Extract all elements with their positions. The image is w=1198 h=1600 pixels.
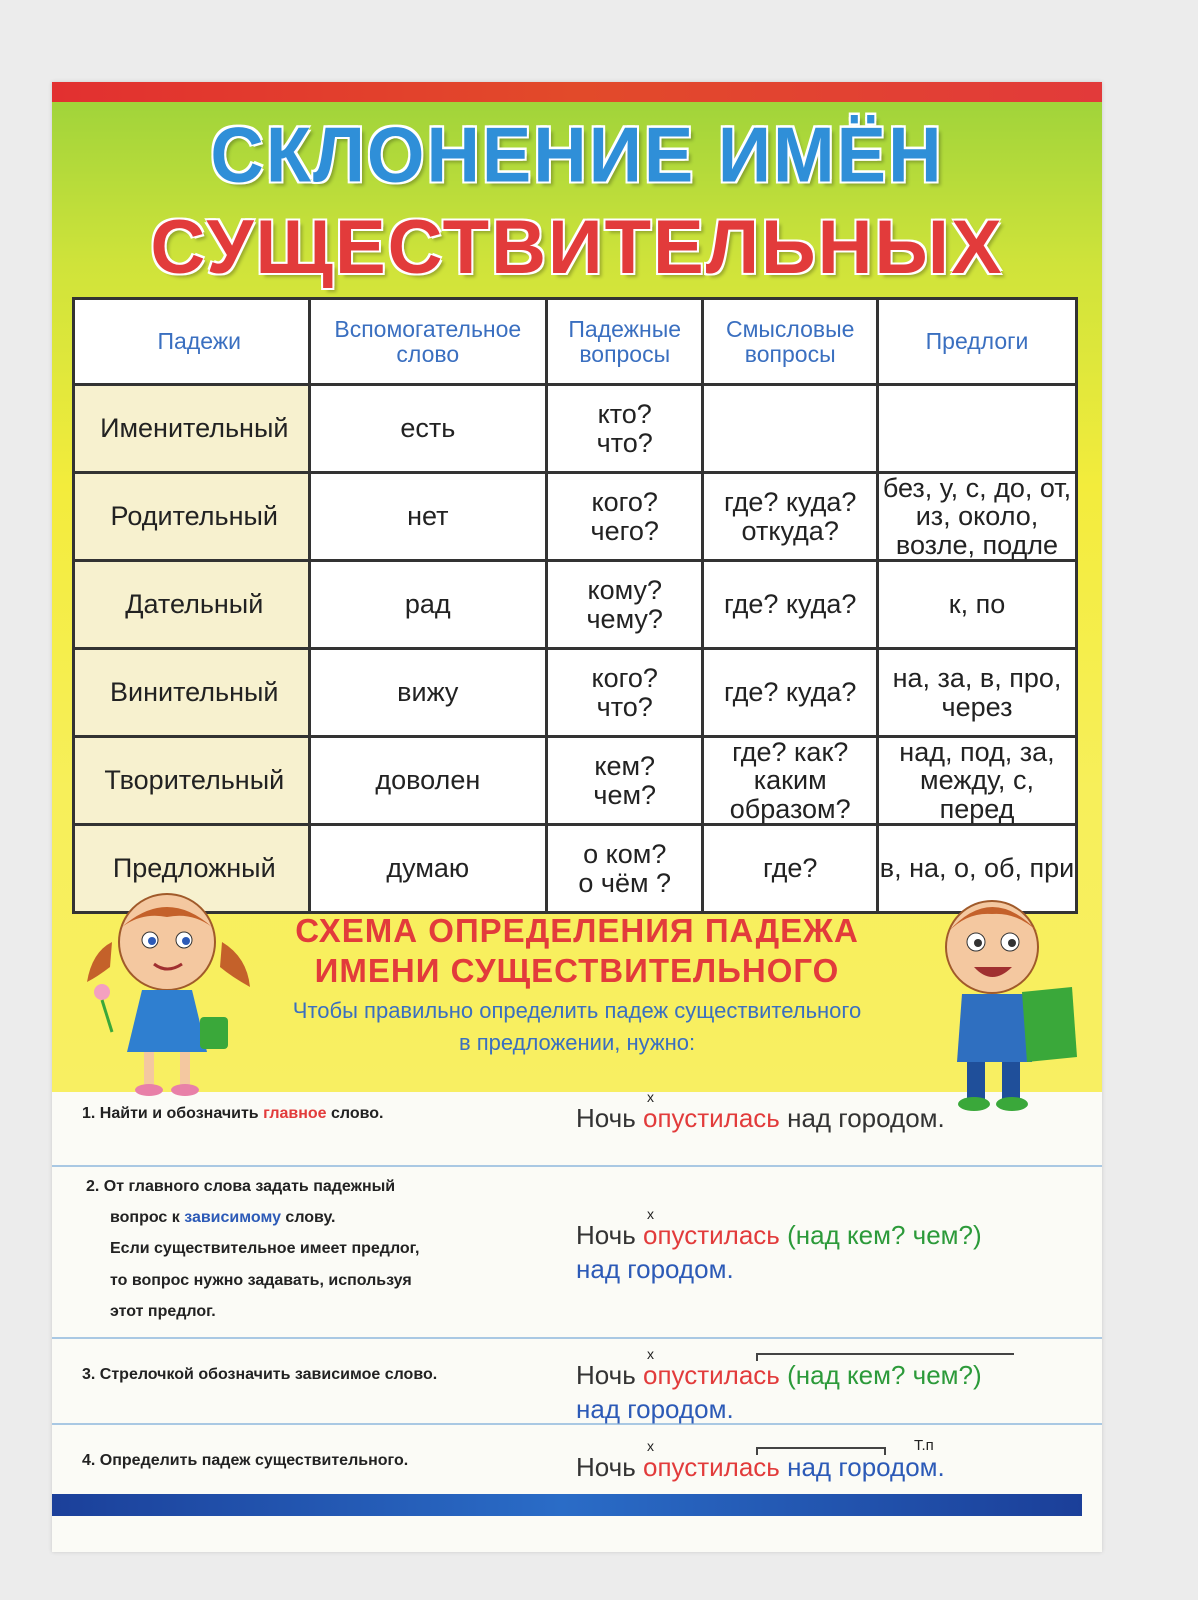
top-red-stripe: [52, 82, 1102, 102]
header-prepositions: Предлоги: [878, 299, 1077, 385]
case-name: Творительный: [74, 737, 310, 825]
meaning-questions: где?: [703, 825, 878, 913]
step-2-part-a: вопрос к: [110, 1209, 185, 1227]
step-1-keyword: главное: [263, 1105, 327, 1122]
helper-word: думаю: [309, 825, 547, 913]
scheme-title-line-1: СХЕМА ОПРЕДЕЛЕНИЯ ПАДЕЖА: [295, 912, 859, 949]
helper-word: нет: [309, 473, 547, 561]
scheme-subtitle-line-1: Чтобы правильно определить падеж существительного: [292, 998, 862, 1023]
question-1: кому?: [587, 575, 662, 606]
question-2: что?: [596, 691, 653, 722]
declension-table: [72, 297, 1078, 914]
table-row: [74, 737, 1077, 825]
question-1: о ком?: [583, 839, 667, 870]
case-name: Предложный: [74, 825, 310, 913]
word-verb: [643, 1438, 780, 1485]
case-name: Именительный: [74, 385, 310, 473]
table-header-row: [74, 299, 1077, 385]
step-1-text: [82, 1098, 383, 1129]
step-1-part-a: 1. Найти и обозначить: [82, 1105, 264, 1122]
verb-text: опустилась: [643, 1360, 780, 1390]
question-2: о чём ?: [578, 867, 672, 898]
main-word-mark: x: [647, 1438, 654, 1454]
step-2: [52, 1167, 1102, 1339]
question-2: чем?: [593, 779, 657, 810]
meaning-questions: где? куда? откуда?: [703, 473, 878, 561]
step-2-line-3: Если существительное имеет предлог,: [110, 1240, 420, 1258]
header-helper-word: Вспомогательное слово: [309, 299, 547, 385]
question-text: (над кем? чем?): [787, 1360, 982, 1390]
helper-word: рад: [309, 561, 547, 649]
word-verb: [643, 1206, 780, 1253]
prepositions: к, по: [878, 561, 1077, 649]
title-line-1: СКЛОНЕНИЕ ИМЁН: [210, 110, 944, 199]
prepositions: на, за, в, про, через: [878, 649, 1077, 737]
step-3: [52, 1339, 1102, 1425]
step-2-line-2: [86, 1202, 419, 1233]
main-word-mark: x: [647, 1346, 654, 1362]
poster: [52, 82, 1102, 1552]
question-text: (над кем? чем?): [787, 1220, 982, 1250]
prepositions: без, у, с, до, от, из, около, возле, подле: [878, 473, 1077, 561]
table-row: [74, 561, 1077, 649]
question-1: кого?: [591, 663, 658, 694]
helper-word: вижу: [309, 649, 547, 737]
step-2-part-c: слову.: [280, 1209, 336, 1227]
helper-word: доволен: [309, 737, 547, 825]
header-meaning-questions: Смысловые вопросы: [703, 299, 878, 385]
case-name: Родительный: [74, 473, 310, 561]
word-rest: над городом.: [576, 1393, 734, 1424]
word-rest: над городом.: [576, 1253, 734, 1284]
step-1-part-c: слово.: [326, 1105, 384, 1122]
prepositions: [878, 385, 1077, 473]
step-2-keyword: зависимому: [184, 1209, 281, 1227]
meaning-questions: где? как? каким образом?: [703, 737, 878, 825]
case-questions: [547, 825, 703, 913]
step-4: [52, 1425, 1102, 1503]
prepositions: в, на, о, об, при: [878, 825, 1077, 913]
question-1: кто?: [597, 399, 652, 430]
table-row: [74, 649, 1077, 737]
meaning-questions: где? куда?: [703, 649, 878, 737]
word-rest: над городом.: [787, 1103, 945, 1133]
word-gorodom: городом.: [838, 1452, 945, 1482]
verb-text: опустилась: [643, 1220, 780, 1250]
meaning-questions: где? куда?: [703, 561, 878, 649]
word-verb: [643, 1089, 780, 1136]
case-questions: [547, 737, 703, 825]
word-nad: над: [787, 1452, 832, 1482]
question-2: чего?: [590, 515, 659, 546]
header-case-questions: Падежные вопросы: [547, 299, 703, 385]
title-line-2: СУЩЕСТВИТЕЛЬНЫХ: [150, 205, 1004, 290]
prepositions: над, под, за, между, с, перед: [878, 737, 1077, 825]
step-2-text: [86, 1171, 419, 1327]
meaning-questions: [703, 385, 878, 473]
step-3-example: [576, 1346, 982, 1427]
verb-text: опустилась: [643, 1452, 780, 1482]
step-2-line-1: 2. От главного слова задать падежный: [86, 1178, 396, 1195]
bottom-blue-stripe: [52, 1494, 1082, 1516]
step-2-line-5: этот предлог.: [110, 1302, 216, 1320]
step-1-example: [576, 1089, 945, 1136]
question-2: что?: [596, 427, 653, 458]
question-1: кем?: [594, 751, 656, 782]
verb-text: опустилась: [643, 1103, 780, 1133]
step-2-example: [576, 1206, 982, 1287]
main-word-mark: x: [647, 1206, 654, 1222]
question-2: чему?: [586, 603, 663, 634]
case-questions: [547, 385, 703, 473]
word-noch: Ночь: [576, 1220, 636, 1250]
case-questions: [547, 473, 703, 561]
table-row: [74, 385, 1077, 473]
step-3-text: 3. Стрелочкой обозначить зависимое слово.: [82, 1366, 438, 1383]
case-name: Дательный: [74, 561, 310, 649]
word-noch: Ночь: [576, 1360, 636, 1390]
case-name: Винительный: [74, 649, 310, 737]
step-1: [52, 1089, 1102, 1167]
scheme-subtitle-line-2: в предложении, нужно:: [458, 1030, 696, 1055]
case-tag: Т.п: [914, 1437, 934, 1454]
case-questions: [547, 561, 703, 649]
table-row: [74, 473, 1077, 561]
helper-word: есть: [309, 385, 547, 473]
question-1: кого?: [591, 487, 658, 518]
header-cases: Падежи: [74, 299, 310, 385]
scheme-title-line-2: ИМЕНИ СУЩЕСТВИТЕЛЬНОГО: [314, 952, 840, 989]
word-verb: [643, 1346, 780, 1393]
case-questions: [547, 649, 703, 737]
main-word-mark: x: [647, 1089, 654, 1105]
word-noch: Ночь: [576, 1103, 636, 1133]
step-4-text: 4. Определить падеж существительного.: [82, 1452, 409, 1469]
word-noch: Ночь: [576, 1452, 636, 1482]
step-2-line-4: то вопрос нужно задавать, используя: [110, 1271, 412, 1289]
